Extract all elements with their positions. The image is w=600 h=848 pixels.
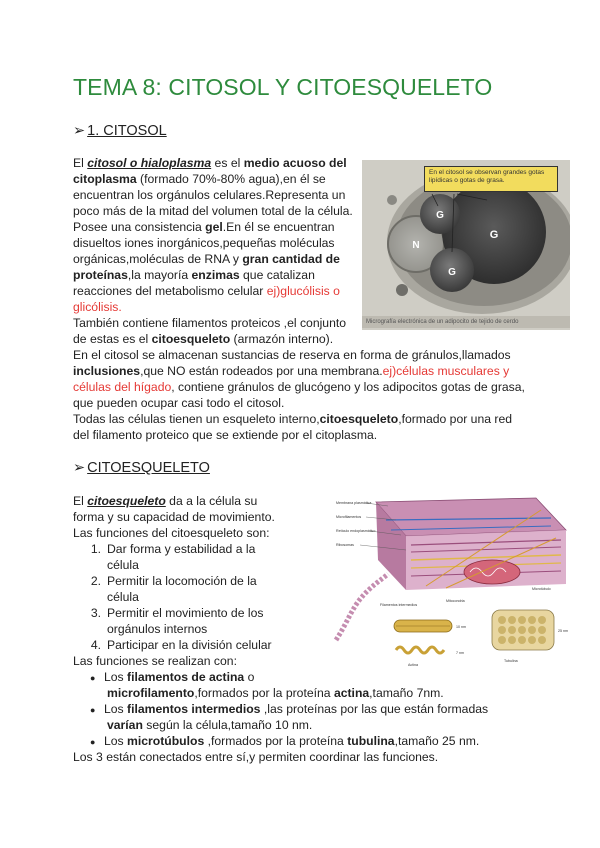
- text-line: Las funciones del citoesqueleto son:: [73, 526, 270, 540]
- text-line: Todas las células tienen un esqueleto interno,citoesqueleto,formado por una red: [73, 412, 513, 426]
- text-line: glicólisis.: [73, 300, 122, 314]
- bullet-icon: ●: [90, 705, 96, 715]
- diagram-label: Retículo endoplasmático: [336, 529, 376, 533]
- bullet-icon: ●: [90, 737, 96, 747]
- text-line: Los 3 están conectados entre sí,y permiten coordinar las funciones.: [73, 750, 439, 764]
- text-line: poco más de la mitad del volumen total de la célula.: [73, 204, 353, 218]
- list-item: 3. Permitir el movimiento de los: [90, 606, 264, 620]
- section-heading-citoesqueleto: [73, 460, 210, 476]
- bullet-item-cont: varían según la célula,tamaño 10 nm.: [107, 718, 313, 732]
- arrow-icon: ➢: [73, 460, 86, 476]
- section-heading-citosol: [73, 123, 167, 139]
- text-line: inclusiones,que NO están rodeados por una membrana.ej)células musculares y: [73, 364, 510, 378]
- section-heading-text: 1. CITOSOL: [87, 123, 167, 139]
- label-g1: G: [436, 210, 444, 221]
- label-g2: G: [489, 229, 499, 241]
- bullet-item-cont: microfilamento,formados por la proteína actina,tamaño 7nm.: [107, 686, 444, 700]
- bullet-icon: ●: [90, 673, 96, 683]
- bullet-item: ● Los filamentos de actina o: [90, 670, 255, 684]
- section-heading-text: CITOESQUELETO: [87, 460, 210, 476]
- diagram-label: Filamentos intermedios: [380, 603, 418, 607]
- list-item: 4. Participar en la división celular: [90, 638, 272, 652]
- text-line: disueltos iones inorgánicos,pequeñas moléculas: [73, 236, 335, 250]
- diagram-label: Actina: [408, 663, 418, 667]
- diagram-label: Mitocondria: [446, 599, 465, 603]
- arrow-icon: ➢: [73, 123, 86, 139]
- cytoskeleton-diagram: [296, 490, 574, 670]
- list-item: 1. Dar forma y estabilidad a la: [90, 542, 256, 556]
- label-g3: G: [448, 267, 456, 278]
- list-item-cont: célula: [107, 558, 139, 572]
- bullet-item: ● Los microtúbulos ,formados por la proteína tubulina,tamaño 25 nm.: [90, 734, 480, 748]
- text-line: orgánicas,moléculas de RNA y gran cantidad de: [73, 252, 340, 266]
- diagram-label: Membrana plasmática: [336, 501, 372, 505]
- text-line: que pueden ocupar casi todo el citosol.: [73, 396, 285, 410]
- diagram-label: 10 nm: [456, 625, 466, 629]
- diagram-label: Ribosomas: [336, 543, 354, 547]
- diagram-label: Microtúbulo: [532, 587, 551, 591]
- diagram-label: 25 nm: [558, 629, 568, 633]
- text-line: reacciones del metabolismo celular ej)glucólisis o: [73, 284, 340, 298]
- list-item-cont: orgánulos internos: [107, 622, 208, 636]
- cytoskeleton-illustration: [296, 490, 574, 670]
- list-item-cont: célula: [107, 590, 139, 604]
- text-line: El citosol o hialoplasma es el medio acuoso del: [73, 156, 347, 170]
- text-line: En el citosol se almacenan sustancias de reserva en forma de gránulos,llamados: [73, 348, 511, 362]
- bullet-item: ● Los filamentos intermedios ,las proteínas por las que están formadas: [90, 702, 489, 716]
- list-item: 2. Permitir la locomoción de la: [90, 574, 257, 588]
- text-line: proteínas,la mayoría enzimas que catalizan: [73, 268, 315, 282]
- text-line: Las funciones se realizan con:: [73, 654, 237, 668]
- diagram-label: 7 nm: [456, 651, 464, 655]
- text-line: Posee una consistencia gel.En él se encuentran: [73, 220, 335, 234]
- text-line: El citoesqueleto da a la célula su: [73, 494, 258, 508]
- text-line: de estas es el citoesqueleto (armazón interno).: [73, 332, 334, 346]
- text-line: del filamento proteico que se extiende por el citoplasma.: [73, 428, 378, 442]
- diagram-label: Microfilamentos: [336, 515, 362, 519]
- label-n: N: [412, 240, 420, 251]
- text-line: forma y su capacidad de movimiento.: [73, 510, 275, 524]
- text-line: células del hígado, contiene gránulos de glucógeno y los adipocitos gotas de grasa,: [73, 380, 525, 394]
- text-line: encuentran los orgánulos celulares.Representa un: [73, 188, 346, 202]
- page-title: TEMA 8: CITOSOL Y CITOESQUELETO: [73, 74, 493, 100]
- text-line: También contiene filamentos proteicos ,el conjunto: [73, 316, 347, 330]
- micrograph-callout: En el citosol se observan grandes gotas lipídicas o gotas de grasa.: [424, 166, 558, 192]
- text-line: citoplasma (formado 70%-80% agua),en él se: [73, 172, 326, 186]
- diagram-label: Tubulina: [504, 659, 518, 663]
- micrograph-caption: Micrografía electrónica de un adipocito de tejido de cerdo: [362, 316, 570, 328]
